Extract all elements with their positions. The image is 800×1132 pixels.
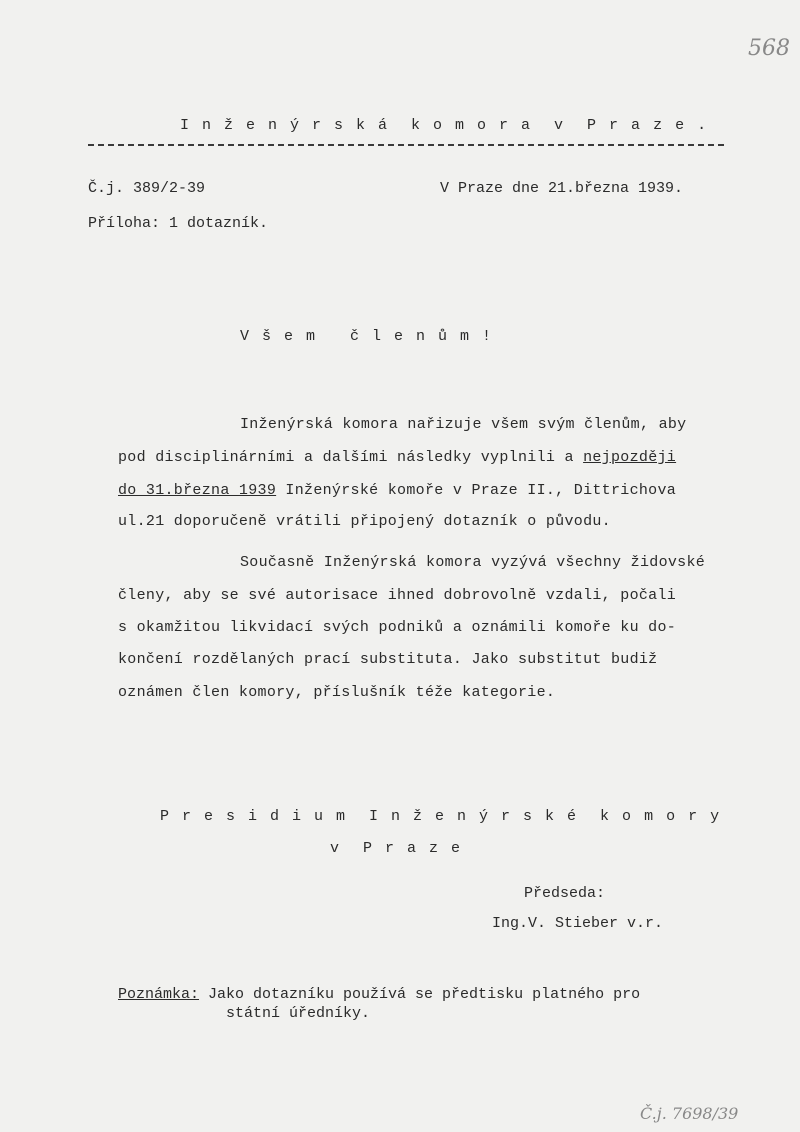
- paragraph1-line2-text: pod disciplinárními a dalšími následky vyplnili a: [118, 449, 584, 466]
- letter-date: V Praze dne 21.března 1939.: [440, 180, 684, 197]
- paragraph2-line1: Současně Inženýrská komora vyzývá všechny židovské: [240, 554, 706, 571]
- deadline-emphasis: nejpozději: [583, 449, 677, 466]
- signature-organization: P r e s i d i u m I n ž e n ý r s k é k o m o r y: [160, 808, 722, 825]
- page-number: 568: [748, 36, 790, 61]
- archive-mark: Č.j. 7698/39: [640, 1104, 739, 1123]
- paragraph1-line2: [118, 449, 676, 466]
- note-line1: [118, 986, 640, 1003]
- paragraph2-line2: členy, aby se své autorisace ihned dobrovolně vzdali, počali: [118, 587, 677, 604]
- paragraph1-line3-text: Inženýrské komoře v Praze II., Dittrichova: [276, 482, 677, 499]
- signature-city: v P r a z e: [330, 840, 463, 857]
- reference-number: Č.j. 389/2-39: [88, 180, 206, 197]
- paragraph2-line4: končení rozdělaných prací substituta. Jako substitut budiž: [118, 651, 658, 668]
- deadline-date: do 31.března 1939: [118, 482, 277, 499]
- signature-name: Ing.V. Stieber v.r.: [492, 915, 664, 932]
- salutation: V š e m č l e n ů m !: [240, 328, 494, 345]
- letterhead-title: I n ž e n ý r s k á k o m o r a v P r a z e .: [180, 117, 709, 134]
- header-divider: [88, 144, 724, 146]
- paragraph1-line3: [118, 482, 676, 499]
- note-line2: státní úředníky.: [226, 1005, 371, 1022]
- paragraph1-line1: Inženýrská komora nařizuje všem svým členům, aby: [240, 416, 687, 433]
- signature-role: Předseda:: [524, 885, 606, 902]
- paragraph1-line4: ul.21 doporučeně vrátili připojený dotazník o původu.: [118, 513, 611, 530]
- attachment-line: Příloha: 1 dotazník.: [88, 215, 269, 232]
- note-label: Poznámka:: [118, 986, 200, 1003]
- paragraph2-line5: oznámen člen komory, příslušník téže kategorie.: [118, 684, 556, 701]
- paragraph2-line3: s okamžitou likvidací svých podniků a oznámili komoře ku do-: [118, 619, 677, 636]
- note-text: Jako dotazníku používá se předtisku platného pro: [199, 986, 641, 1003]
